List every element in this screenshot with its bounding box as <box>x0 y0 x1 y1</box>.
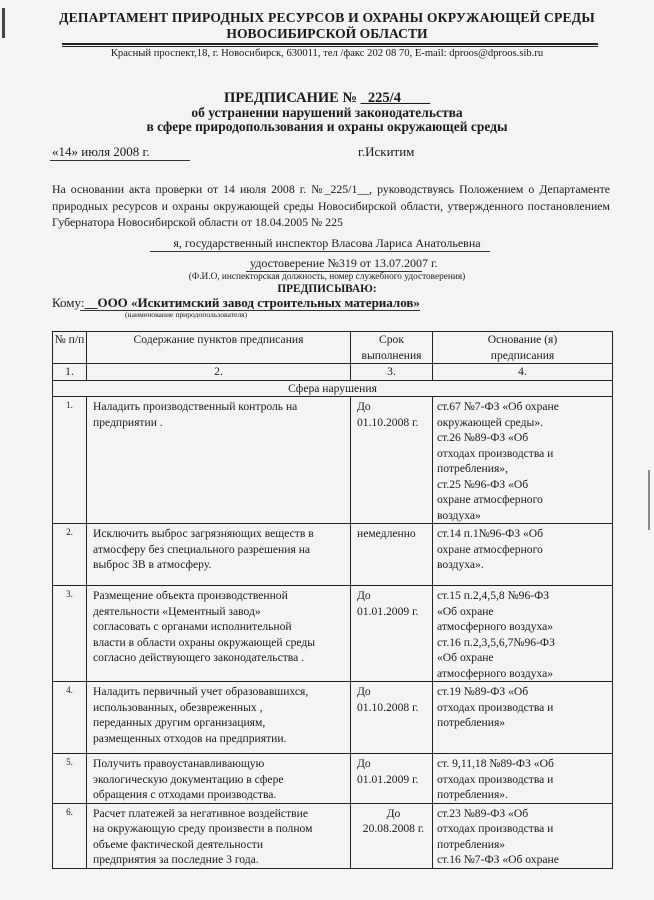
row-content <box>87 397 351 524</box>
date-underline <box>50 160 190 161</box>
row-basis-line: ст. 9,11,18 №89-ФЗ «Об <box>437 757 554 770</box>
header-number: № п/п <box>53 332 87 364</box>
row-content-line: согласовать с органами исполнительной <box>93 620 292 633</box>
row-term <box>351 586 433 682</box>
prescription-table <box>52 331 613 869</box>
scan-mark <box>648 470 650 530</box>
row-content-line: предприятии . <box>93 415 163 429</box>
column-number-4: 4. <box>433 364 613 381</box>
header-term: Срок выполнения <box>351 332 433 364</box>
inspector-certificate: удостоверение №319 от 13.07.2007 г. <box>250 256 438 270</box>
document-subtitle-1: об устранении нарушений законодательства <box>191 105 463 120</box>
row-content <box>87 682 351 754</box>
row-basis-line: ст.19 №89-ФЗ «Об <box>437 685 529 698</box>
row-basis-line: «Об охране <box>437 651 494 664</box>
recipient-label: Кому: <box>52 295 85 310</box>
row-basis-line: потребления». <box>437 788 508 801</box>
row-content-line: использованных, обезвреженных , <box>93 700 263 714</box>
row-content <box>87 803 351 868</box>
scan-mark <box>2 8 5 38</box>
row-term-line: 01.01.2009 г. <box>357 604 419 618</box>
row-term-line: 01.10.2008 г. <box>357 700 419 714</box>
recipient-line <box>52 295 420 311</box>
recipient-caption: (наименование природопользователя) <box>125 310 248 319</box>
row-term-line: немедленно <box>357 527 416 540</box>
row-basis-line: отходах производства и <box>437 446 554 460</box>
row-term-line: 01.10.2008 г. <box>357 415 419 429</box>
inspector-caption: (Ф.И.О, инспекторская должность, номер служебного удостоверения) <box>188 272 466 282</box>
row-content-line: Размещение объекта производственной <box>93 589 288 602</box>
row-content-line: размещенных отходов на предприятии. <box>93 731 287 745</box>
header-rule-thin <box>62 46 598 47</box>
column-number-row <box>53 364 613 381</box>
row-content-line: предприятия за последние 3 года. <box>93 853 259 866</box>
row-basis-line: охране атмосферного <box>437 542 543 556</box>
row-number: 6. <box>53 803 87 868</box>
column-number-1: 1. <box>53 364 87 381</box>
row-term <box>351 803 433 868</box>
row-content-line: обращения с отходами производства. <box>93 788 277 801</box>
row-term <box>351 397 433 524</box>
table-row <box>53 586 613 682</box>
row-content <box>87 524 351 586</box>
document-subtitle-2: в сфере природопользования и охраны окружающей среды <box>146 119 508 134</box>
inspector-underline <box>150 251 490 252</box>
row-number: 2. <box>53 524 87 586</box>
table-row <box>53 754 613 804</box>
document-city: г.Искитим <box>358 144 415 159</box>
row-term-line: До <box>386 806 401 820</box>
row-basis <box>433 754 613 804</box>
row-basis <box>433 524 613 586</box>
header-rule-thick <box>62 43 598 45</box>
row-content <box>87 754 351 804</box>
document-date: «14» июля 2008 г. <box>52 144 150 159</box>
row-content-line: Наладить первичный учет образовавшихся, <box>93 685 309 698</box>
row-content-line: экологическую документацию в сфере <box>93 772 284 786</box>
row-basis <box>433 682 613 754</box>
row-term-line: 01.01.2009 г. <box>357 772 419 786</box>
row-number: 5. <box>53 754 87 804</box>
recipient-name: __ООО «Искитимский завод строительных материалов» <box>84 295 420 310</box>
department-name-line1: ДЕПАРТАМЕНТ ПРИРОДНЫХ РЕСУРСОВ И ОХРАНЫ ОКРУЖАЮЩЕЙ СРЕДЫ <box>59 10 595 25</box>
row-basis <box>433 397 613 524</box>
row-term-line: До <box>357 757 371 770</box>
row-term-line: До <box>357 400 371 413</box>
table-row <box>53 524 613 586</box>
row-content-line: переданных другим организациям, <box>93 716 266 729</box>
row-basis-line: воздуха» <box>437 508 481 522</box>
row-basis-line: охране атмосферного <box>437 493 543 506</box>
prescription-number: _225/4____ <box>360 90 430 106</box>
row-basis-line: атмосферного воздуха» <box>437 620 554 633</box>
row-content-line: Наладить производственный контроль на <box>93 400 298 413</box>
row-number: 1. <box>53 397 87 524</box>
row-basis-line: отходах производства и <box>437 700 554 714</box>
row-content-line: выброс ЗВ в атмосферу. <box>93 558 212 571</box>
department-address: Красный проспект,18, г. Новосибирск, 630011, тел /факс 202 08 70, E-mail: dproos@dproos.sib.ru <box>110 48 544 59</box>
row-basis-line: воздуха». <box>437 558 484 571</box>
row-basis-line: ст.16 п.2,3,5,6,7№96-ФЗ <box>437 635 555 649</box>
table-header-row <box>53 332 613 364</box>
row-content-line: атмосферу без специального разрешения на <box>93 542 311 556</box>
row-content-line: Получить правоустанавливающую <box>93 757 265 770</box>
row-content-line: деятельности «Цементный завод» <box>93 604 261 618</box>
inspector-line: я, государственный инспектор Власова Лариса Анатольевна <box>173 236 481 250</box>
row-content <box>87 586 351 682</box>
section-title: Сфера нарушения <box>53 380 613 397</box>
row-content-line: власти в области охраны окружающей среды <box>93 635 316 649</box>
table-body <box>53 397 613 869</box>
row-basis-line: отходах производства и <box>437 822 554 835</box>
row-term <box>351 524 433 586</box>
row-content-line: на окружающую среду произвести в полном <box>93 822 313 835</box>
column-number-3: 3. <box>351 364 433 381</box>
row-basis-line: отходах производства и <box>437 772 554 786</box>
row-basis-line: ст.23 №89-ФЗ «Об <box>437 806 529 820</box>
prescribe-heading: ПРЕДПИСЫВАЮ: <box>277 283 377 295</box>
row-basis-line: атмосферного воздуха» <box>437 666 554 680</box>
row-term-line: 20.08.2008 г. <box>362 822 425 835</box>
section-row <box>53 380 613 397</box>
row-basis-line: потребления» <box>437 837 506 851</box>
row-content-line: согласно действующего законодательства . <box>93 651 305 664</box>
header-content: Содержание пунктов предписания <box>87 332 351 364</box>
row-basis-line: ст.25 №96-ФЗ «Об <box>437 477 529 491</box>
header-basis: Основание (я) предписания <box>433 332 613 364</box>
table-row <box>53 682 613 754</box>
table-row <box>53 397 613 524</box>
row-number: 3. <box>53 586 87 682</box>
row-basis-line: ст.15 п.2,4,5,8 №96-ФЗ <box>437 589 550 602</box>
row-term <box>351 754 433 804</box>
row-basis-line: ст.16 №7-ФЗ «Об охране <box>437 853 559 866</box>
intro-paragraph: На основании акта проверки от 14 июля 2008 г. №_225/1__, руководствуясь Положением о Департаменте природных ресурсов и охраны окружающей среды Новосибирской области, утвержденного постановлением Губернатора Новосибирской области от 18.04.2005 № 225 <box>52 182 610 229</box>
row-basis-line: ст.14 п.1№96-ФЗ «Об <box>437 527 544 540</box>
table-row <box>53 803 613 868</box>
row-term <box>351 682 433 754</box>
title-prefix: ПРЕДПИСАНИЕ № <box>224 90 361 106</box>
row-basis-line: потребления», <box>437 462 508 475</box>
row-basis-line: ст.26 №89-ФЗ «Об <box>437 431 529 444</box>
row-basis <box>433 586 613 682</box>
row-basis <box>433 803 613 868</box>
row-content-line: Исключить выброс загрязняющих веществ в <box>93 527 314 540</box>
department-name-line2: НОВОСИБИРСКОЙ ОБЛАСТИ <box>226 26 428 41</box>
row-term-line: До <box>357 685 371 698</box>
row-basis-line: потребления» <box>437 716 506 729</box>
row-basis-line: «Об охране <box>437 604 494 618</box>
row-number: 4. <box>53 682 87 754</box>
row-content-line: объеме фактической деятельности <box>93 837 264 851</box>
column-number-2: 2. <box>87 364 351 381</box>
row-term-line: До <box>357 589 371 602</box>
row-content-line: Расчет платежей за негативное воздействие <box>93 806 308 820</box>
row-basis-line: окружающей среды». <box>437 415 544 429</box>
row-basis-line: ст.67 №7-ФЗ «Об охране <box>437 400 559 413</box>
